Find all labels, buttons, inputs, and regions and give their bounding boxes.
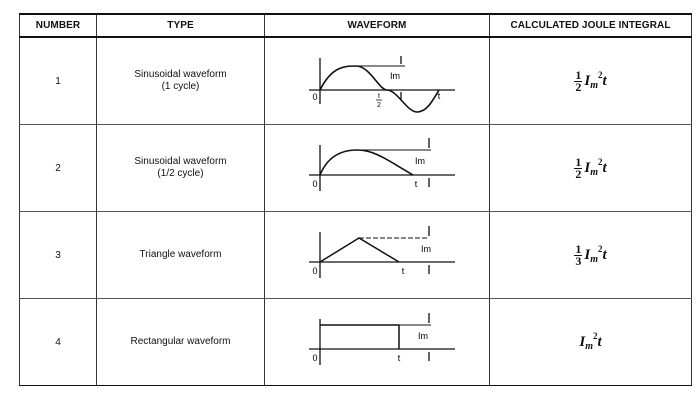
rectangle-shape xyxy=(320,325,399,349)
row-type xyxy=(97,299,265,386)
period-label: t xyxy=(401,266,405,276)
coefficient-numerator: 1 xyxy=(575,241,582,256)
formula-subscript: m xyxy=(590,166,598,178)
formula-cell xyxy=(490,37,692,125)
formula-tail: t xyxy=(597,333,602,350)
formula-superscript: 2 xyxy=(597,70,603,80)
peak-label: Im xyxy=(390,71,400,81)
period-label: t xyxy=(397,353,401,363)
type-line-1: Triangle waveform xyxy=(139,249,222,260)
joule-integral-formula xyxy=(579,331,602,352)
type-line-1: Rectangular waveform xyxy=(130,336,231,347)
half-period-numerator: t xyxy=(378,93,380,100)
coefficient-denominator: 2 xyxy=(575,79,582,94)
peak-label: Im xyxy=(415,156,425,166)
coefficient-fraction xyxy=(574,67,582,94)
origin-label: 0 xyxy=(312,179,318,189)
table-row xyxy=(20,37,692,125)
row-number: 2 xyxy=(20,125,97,212)
formula-cell xyxy=(490,125,692,212)
row-type xyxy=(97,37,265,125)
full-sine-wave-icon xyxy=(265,38,490,124)
type-text xyxy=(140,249,222,261)
origin-label: 0 xyxy=(312,266,318,276)
type-text xyxy=(134,156,226,180)
triangle-wave-icon xyxy=(265,212,490,298)
coefficient-denominator: 2 xyxy=(575,166,582,181)
waveform-cell xyxy=(265,299,490,386)
table-row xyxy=(20,212,692,299)
period-label: t xyxy=(414,179,418,189)
table-row xyxy=(20,125,692,212)
period-label: t xyxy=(437,91,441,101)
peak-label: Im xyxy=(418,331,428,341)
table-row xyxy=(20,299,692,386)
joule-integral-formula xyxy=(574,154,607,181)
formula-tail: t xyxy=(602,159,607,176)
header-integral: CALCULATED JOULE INTEGRAL xyxy=(490,14,692,37)
waveform-cell xyxy=(265,125,490,212)
type-text xyxy=(130,336,230,348)
type-line-1: Sinusoidal waveform xyxy=(134,156,227,167)
type-line-2: (1 cycle) xyxy=(161,81,200,92)
formula-cell xyxy=(490,299,692,386)
formula-variable: I xyxy=(584,159,591,176)
coefficient-numerator: 1 xyxy=(575,154,582,169)
peak-label: Im xyxy=(421,244,431,254)
formula-variable: I xyxy=(579,333,586,350)
formula-subscript: m xyxy=(590,253,598,265)
formula-cell xyxy=(490,212,692,299)
type-line-1: Sinusoidal waveform xyxy=(134,69,227,80)
row-number: 4 xyxy=(20,299,97,386)
header-waveform: WAVEFORM xyxy=(265,14,490,37)
joule-integral-formula xyxy=(574,67,607,94)
formula-subscript: m xyxy=(590,79,598,91)
row-number: 3 xyxy=(20,212,97,299)
origin-label: 0 xyxy=(312,92,318,102)
coefficient-fraction xyxy=(574,154,582,181)
formula-variable: I xyxy=(584,72,591,89)
coefficient-fraction xyxy=(574,241,582,268)
waveform-cell xyxy=(265,212,490,299)
row-type xyxy=(97,212,265,299)
joule-integral-formula xyxy=(574,241,607,268)
formula-superscript: 2 xyxy=(592,331,598,341)
coefficient-numerator: 1 xyxy=(575,67,582,82)
type-line-2: (1/2 cycle) xyxy=(157,168,204,179)
coefficient-denominator: 3 xyxy=(575,253,582,268)
joule-integral-table xyxy=(19,13,692,386)
formula-superscript: 2 xyxy=(597,244,603,254)
rectangular-wave-icon xyxy=(265,299,490,385)
waveform-cell xyxy=(265,37,490,125)
origin-label: 0 xyxy=(312,353,318,363)
header-number: NUMBER xyxy=(20,14,97,37)
type-text xyxy=(134,69,226,93)
header-row xyxy=(20,14,692,37)
formula-subscript: m xyxy=(585,340,593,352)
half-sine-wave-icon xyxy=(265,125,490,211)
half-period-denominator: 2 xyxy=(377,102,381,109)
row-type xyxy=(97,125,265,212)
half-sine-curve xyxy=(320,150,413,175)
row-number: 1 xyxy=(20,37,97,125)
formula-variable: I xyxy=(584,246,591,263)
formula-tail: t xyxy=(602,246,607,263)
formula-tail: t xyxy=(602,72,607,89)
header-type: TYPE xyxy=(97,14,265,37)
formula-superscript: 2 xyxy=(597,157,603,167)
triangle-shape xyxy=(320,238,399,262)
